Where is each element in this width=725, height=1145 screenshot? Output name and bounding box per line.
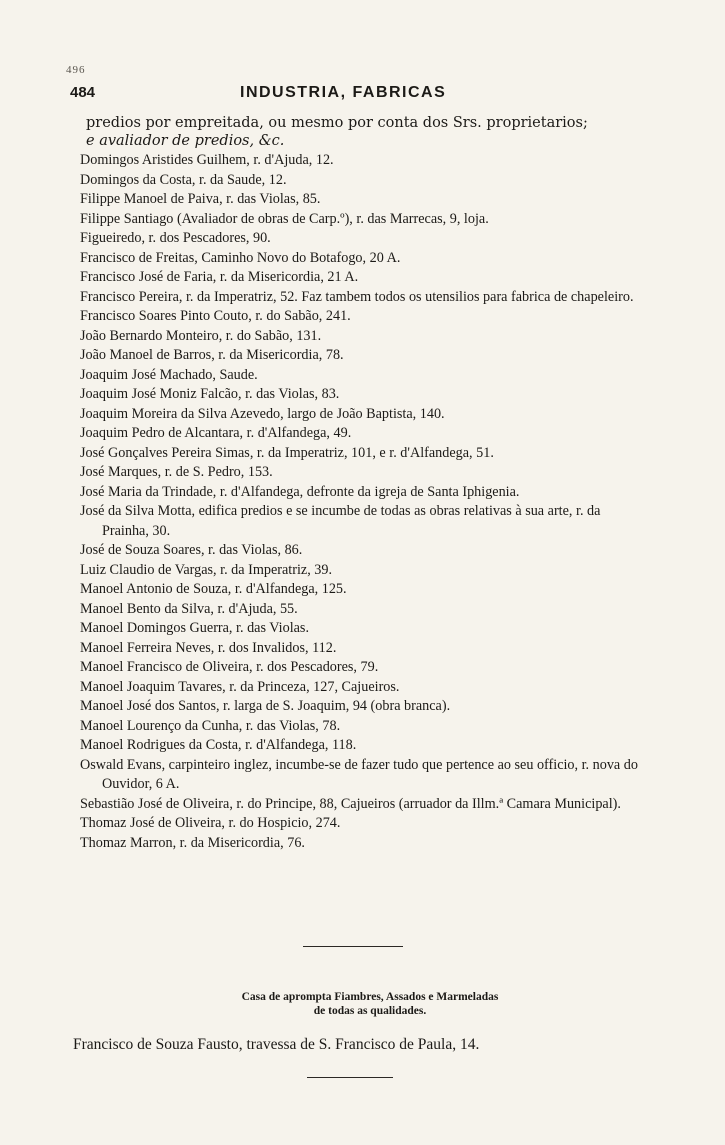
directory-list: [80, 151, 648, 853]
list-item: Manoel Ferreira Neves, r. dos Invalidos, 112.: [80, 639, 337, 656]
intro-text: [86, 114, 666, 150]
list-item: João Manoel de Barros, r. da Misericordia, 78.: [80, 347, 344, 363]
list-item: Thomaz Marron, r. da Misericordia, 76.: [80, 834, 305, 851]
list-item: Joaquim José Moniz Falcão, r. das Violas, 83.: [80, 386, 340, 402]
list-item: João Bernardo Monteiro, r. do Sabão, 131.: [80, 327, 322, 344]
list-item: José da Silva Motta, edifica predios e se incumbe de todas as obras relativas à sua arte, r. da Prainha, 30.: [80, 503, 601, 539]
list-item: Manoel Bento da Silva, r. d'Ajuda, 55.: [80, 600, 298, 617]
list-item: José de Souza Soares, r. das Violas, 86.: [80, 542, 303, 558]
list-item: Luiz Claudio de Vargas, r. da Imperatriz, 39.: [80, 561, 333, 578]
list-item: Oswald Evans, carpinteiro inglez, incumbe-se de fazer tudo que pertence ao seu officio, r. nova do Ouvidor, 6 A.: [80, 756, 638, 792]
list-item: Filippe Manoel de Paiva, r. das Violas, 85.: [80, 191, 321, 207]
list-item: Domingos da Costa, r. da Saude, 12.: [80, 171, 287, 188]
section-heading-line-2: de todas as qualidades.: [313, 1005, 427, 1017]
section-heading: [110, 990, 630, 1018]
list-item: Manoel Domingos Guerra, r. das Violas.: [80, 620, 310, 636]
list-item: Manoel Francisco de Oliveira, r. dos Pescadores, 79.: [80, 659, 379, 675]
list-item: Joaquim José Machado, Saude.: [80, 366, 258, 383]
list-item: Manoel Lourenço da Cunha, r. das Violas, 78.: [80, 717, 341, 734]
list-item: Figueiredo, r. dos Pescadores, 90.: [80, 230, 271, 246]
list-item: Francisco Soares Pinto Couto, r. do Sabão, 241.: [80, 308, 351, 324]
intro-line-1: predios por empreitada, ou mesmo por conta dos Srs. proprietarios;: [86, 115, 588, 131]
list-item: Manoel José dos Santos, r. larga de S. Joaquim, 94 (obra branca).: [80, 698, 451, 714]
list-item: Joaquim Moreira da Silva Azevedo, largo de João Baptista, 140.: [80, 405, 445, 422]
list-item: Francisco Pereira, r. da Imperatriz, 52. Faz tambem todos os utensilios para fabrica de chapeleiro.: [80, 288, 634, 305]
list-item: Filippe Santiago (Avaliador de obras de Carp.º), r. das Marrecas, 9, loja.: [80, 210, 489, 227]
section-divider: [307, 1077, 393, 1078]
list-item: Sebastião José de Oliveira, r. do Principe, 88, Cajueiros (arruador da Illm.ª Camara Municipal).: [80, 795, 621, 812]
list-item: Manoel Antonio de Souza, r. d'Alfandega, 125.: [80, 581, 347, 597]
list-item: Francisco de Freitas, Caminho Novo do Botafogo, 20 A.: [80, 249, 401, 266]
list-item: Manoel Rodrigues da Costa, r. d'Alfandega, 118.: [80, 737, 357, 753]
list-item: Domingos Aristides Guilhem, r. d'Ajuda, 12.: [80, 152, 334, 168]
list-item: José Gonçalves Pereira Simas, r. da Imperatriz, 101, e r. d'Alfandega, 51.: [80, 444, 494, 461]
running-title: INDUSTRIA, FABRICAS: [240, 84, 447, 101]
page-number: 484: [70, 84, 96, 101]
section-heading-line-1: Casa de aprompta Fiambres, Assados e Marmeladas: [241, 991, 499, 1003]
intro-line-2: e avaliador de predios, &c.: [86, 133, 285, 149]
list-item: José Marques, r. de S. Pedro, 153.: [80, 464, 273, 480]
header-mark: 496: [66, 64, 86, 76]
list-item: Thomaz José de Oliveira, r. do Hospicio, 274.: [80, 815, 341, 831]
section-entry: Francisco de Souza Fausto, travessa de S. Francisco de Paula, 14.: [73, 1036, 480, 1053]
list-item: Joaquim Pedro de Alcantara, r. d'Alfandega, 49.: [80, 425, 352, 441]
list-item: Manoel Joaquim Tavares, r. da Princeza, 127, Cajueiros.: [80, 678, 400, 695]
list-item: José Maria da Trindade, r. d'Alfandega, defronte da igreja de Santa Iphigenia.: [80, 483, 520, 500]
section-divider: [303, 946, 403, 947]
list-item: Francisco José de Faria, r. da Misericordia, 21 A.: [80, 269, 359, 285]
